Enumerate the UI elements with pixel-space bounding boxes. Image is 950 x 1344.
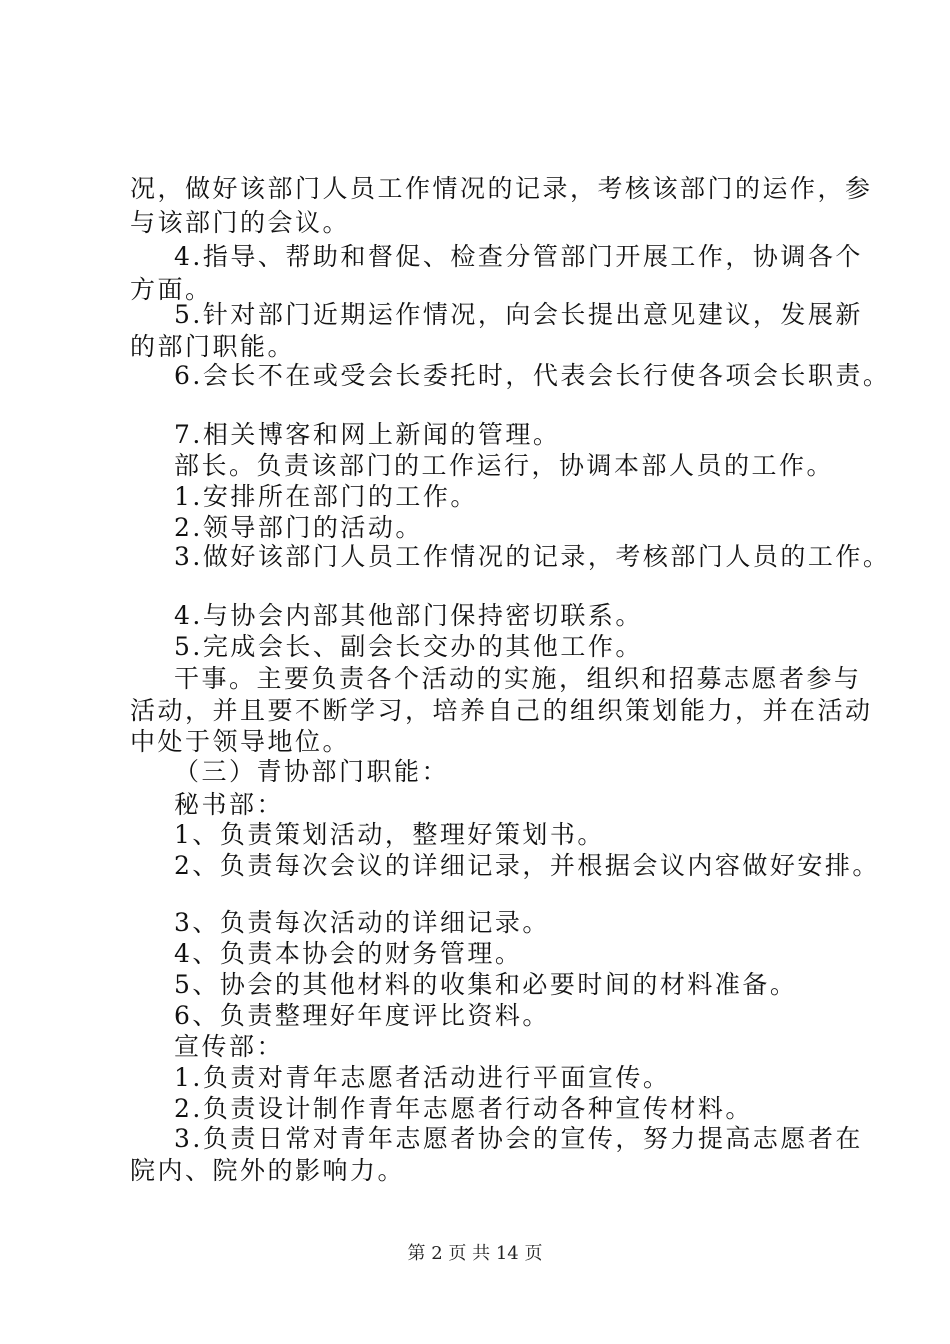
paragraph-line: 干事。主要负责各个活动的实施，组织和招募志愿者参与 <box>174 664 862 693</box>
paragraph-line: 1.负责对青年志愿者活动进行平面宣传。 <box>174 1063 671 1092</box>
paragraph-line: 况，做好该部门人员工作情况的记录，考核该部门的运作，参 <box>130 174 873 203</box>
paragraph-line: 7.相关博客和网上新闻的管理。 <box>174 420 561 449</box>
paragraph-line: 3.做好该部门人员工作情况的记录，考核部门人员的工作。 <box>174 542 891 571</box>
paragraph-line: 6、负责整理好年度评比资料。 <box>174 1001 550 1030</box>
paragraph-line: 6.会长不在或受会长委托时，代表会长行使各项会长职责。 <box>174 361 891 390</box>
paragraph-line: 中处于领导地位。 <box>130 727 351 756</box>
department-heading: 宣传部： <box>174 1032 285 1061</box>
paragraph-line: 的部门职能。 <box>130 332 296 361</box>
paragraph-line: 4.与协会内部其他部门保持密切联系。 <box>174 601 643 630</box>
paragraph-line: 2.负责设计制作青年志愿者行动各种宣传材料。 <box>174 1094 753 1123</box>
paragraph-line: 5、协会的其他材料的收集和必要时间的材料准备。 <box>174 970 798 999</box>
page-number-footer: 第 2 页 共 14 页 <box>407 1243 543 1264</box>
paragraph-line: 院内、院外的影响力。 <box>130 1156 406 1185</box>
paragraph-line: 部长。负责该部门的工作运行，协调本部人员的工作。 <box>174 451 835 480</box>
paragraph-line: 5.完成会长、副会长交办的其他工作。 <box>174 632 643 661</box>
paragraph-line: 3.负责日常对青年志愿者协会的宣传，努力提高志愿者在 <box>174 1124 863 1153</box>
department-heading: 秘书部： <box>174 790 285 819</box>
paragraph-line: 5.针对部门近期运作情况，向会长提出意见建议，发展新 <box>174 300 863 329</box>
paragraph-line: 1、负责策划活动，整理好策划书。 <box>174 820 605 849</box>
paragraph-line: 1.安排所在部门的工作。 <box>174 482 478 511</box>
paragraph-line: 方面。 <box>130 275 213 304</box>
paragraph-line: 活动，并且要不断学习，培养自己的组织策划能力，并在活动 <box>130 696 873 725</box>
paragraph-line: 4、负责本协会的财务管理。 <box>174 939 523 968</box>
paragraph-line: 与该部门的会议。 <box>130 208 351 237</box>
section-heading: （三）青协部门职能： <box>174 757 450 786</box>
paragraph-line: 2、负责每次会议的详细记录，并根据会议内容做好安排。 <box>174 851 880 880</box>
paragraph-line: 3、负责每次活动的详细记录。 <box>174 908 550 937</box>
paragraph-line: 2.领导部门的活动。 <box>174 513 423 542</box>
paragraph-line: 4.指导、帮助和督促、检查分管部门开展工作，协调各个 <box>174 242 863 271</box>
